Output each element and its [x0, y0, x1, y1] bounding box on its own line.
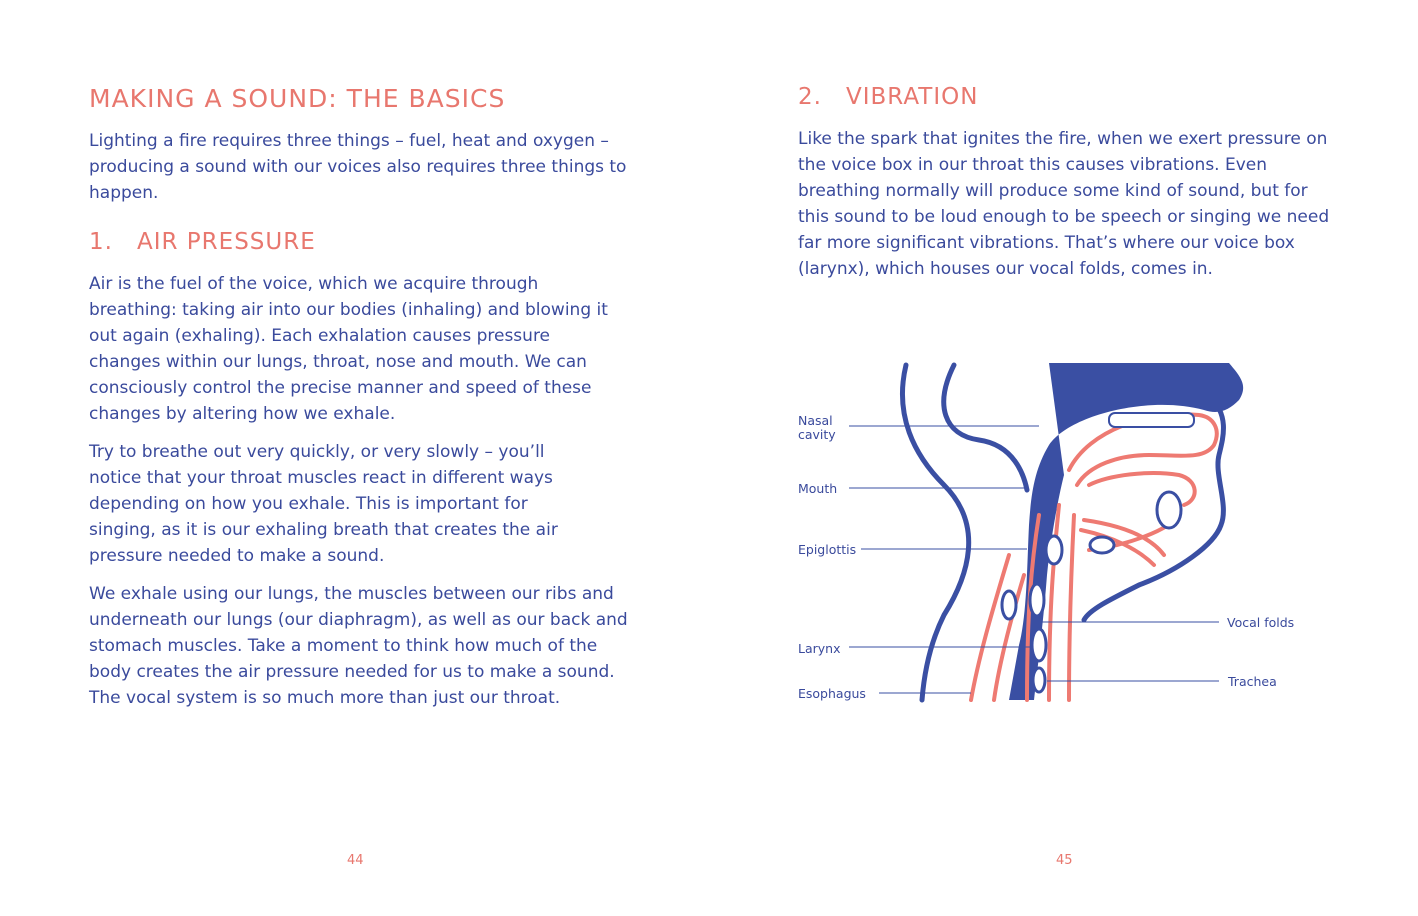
paragraph: We exhale using our lungs, the muscles between our ribs and underneath our lungs (our diaphragm), as well as our back and stomach muscles. Take a moment to think how much of the body creates the air pressure needed for us to make a sound. The vocal system is so much more than just our throat. — [89, 584, 628, 708]
larynx-nodule — [1002, 591, 1016, 619]
right-page — [709, 0, 1418, 916]
label-esophagus: Esophagus — [798, 686, 866, 701]
head-inner-outline — [944, 365, 1027, 490]
page-number: 44 — [347, 853, 364, 868]
front-face-outline — [1084, 395, 1223, 620]
vocal-anatomy-diagram — [709, 355, 1418, 715]
neck-back-outline — [902, 365, 968, 700]
label-cavity: cavity — [798, 427, 836, 442]
intro-paragraph: Lighting a fire requires three things – fuel, heat and oxygen – producing a sound with our voices also requires three things to happen. — [89, 131, 627, 203]
label-larynx: Larynx — [798, 641, 841, 656]
label-mouth: Mouth — [798, 481, 838, 496]
epiglottis-nodule — [1046, 536, 1062, 564]
page-number: 45 — [1056, 853, 1073, 868]
label-epiglottis: Epiglottis — [798, 542, 857, 557]
section-heading-air-pressure — [89, 229, 316, 255]
esophagus-line — [971, 555, 1009, 700]
hyoid-nodule — [1090, 537, 1114, 553]
teeth-nodule — [1157, 492, 1181, 528]
label-vocal-folds: Vocal folds — [1227, 615, 1295, 630]
paragraph: Try to breathe out very quickly, or very slowly – you’ll notice that your throat muscles react in different ways depending on how you exhale. This is important for singing, as it is our exhaling breath that creates the air pressure needed to make a sound. — [89, 442, 558, 566]
section-title: VIBRATION — [846, 84, 979, 110]
section-number: 2. — [798, 84, 822, 110]
section-heading-vibration — [798, 84, 978, 110]
trachea-front — [1069, 515, 1074, 700]
label-trachea: Trachea — [1228, 674, 1277, 689]
trachea-ring — [1033, 668, 1045, 692]
paragraph: Air is the fuel of the voice, which we acquire through breathing: taking air into our bodies (inhaling) and blowing it out again (exhaling). Each exhalation causes pressure changes within our lungs, throat, nose and mouth. We can consciously control the precise manner and speed of these changes by altering how we exhale. — [89, 274, 608, 424]
label-nasal: Nasal — [798, 413, 833, 428]
page-title: MAKING A SOUND: THE BASICS — [89, 84, 506, 113]
section-number: 1. — [89, 229, 113, 255]
section-title: AIR PRESSURE — [137, 229, 316, 255]
nasal-bone — [1109, 413, 1194, 427]
trachea-ring — [1032, 629, 1046, 661]
paragraph: Like the spark that ignites the fire, when we exert pressure on the voice box in our throat this causes vibrations. Even breathing normally will produce some kind of sound, but for this sound to be loud enough to be speech or singing we need far more significant vibrations. That’s where our voice box (larynx), which houses our vocal folds, comes in. — [798, 129, 1330, 279]
trachea-ring — [1030, 584, 1044, 616]
